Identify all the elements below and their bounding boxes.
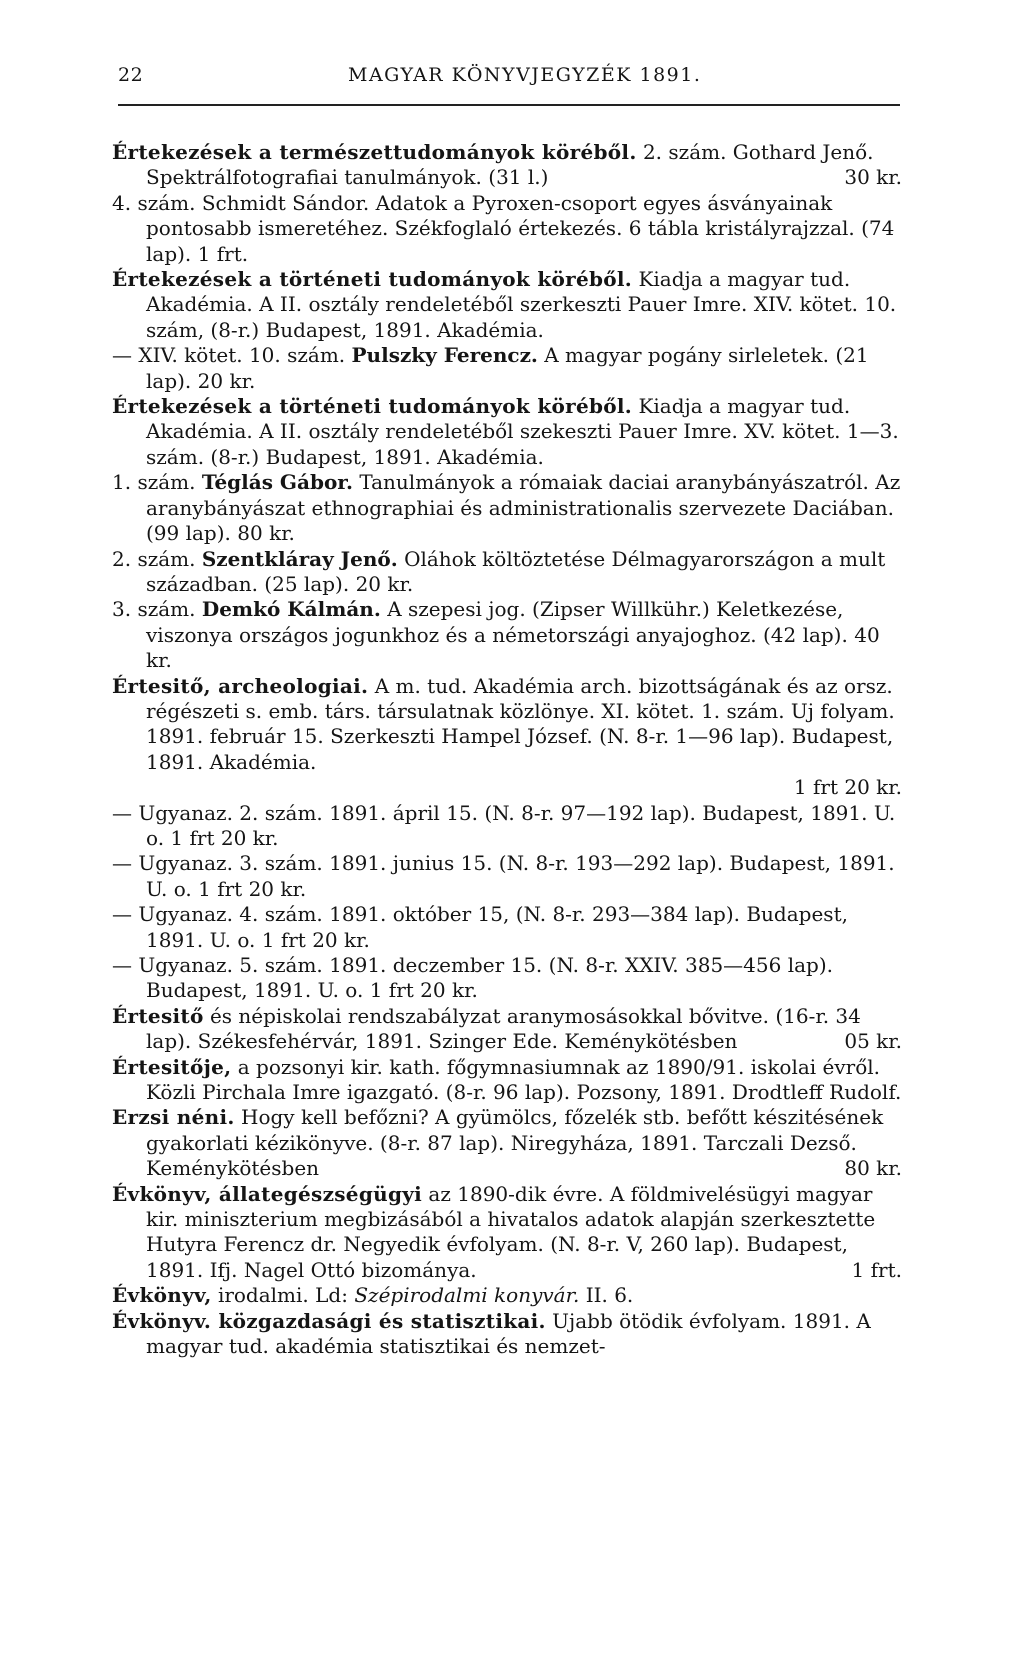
entry-text: 2. szám. Gothard Jenő. Spektrálfotografiai tanulmányok. (31 l.)	[146, 140, 874, 190]
entry-rest: A szepesi jog. (Zipser Willkühr.) Keletkezése, viszonya országos jogunkhoz és a németországi anyajoghoz. (42 lap).	[146, 597, 848, 647]
entry-text: — XIV. kötet. 10. szám.	[112, 343, 346, 368]
bibliography-entry	[112, 1004, 902, 1055]
running-title: MAGYAR KÖNYVJEGYZÉK 1891.	[348, 64, 702, 86]
bibliography-entry	[112, 267, 902, 343]
entry-price: 80 kr.	[844, 1156, 902, 1181]
entry-text: — Ugyanaz. 5. szám. 1891. deczember 15. (N. 8-r. XXIV. 385—456 lap). Budapest, 1891. U. o.	[112, 953, 833, 1003]
bibliography-entry	[112, 674, 902, 776]
bibliography-entry	[112, 1055, 902, 1106]
entry-title: Évkönyv. közgazdasági és statisztikai.	[112, 1308, 546, 1333]
bibliography-entry	[112, 902, 902, 953]
entry-text: 1. szám.	[112, 470, 196, 495]
entry-title: Értekezések a természettudományok köréből.	[112, 140, 637, 164]
entry-text: 4. szám. Schmidt Sándor. Adatok a Pyroxen-csoport egyes ásványainak pontosabb ismeretéhez. Székfoglaló értekezés. 6 tábla kristályrajzzal. (74 lap).	[112, 190, 895, 266]
entry-text: Kiadja a magyar tud. Akadémia. A II. osztály rendeletéből szekeszti Pauer Imre. XV. kötet. 1—3. szám. (8-r.) Budapest, 1891. Akadémia.	[146, 394, 899, 469]
entry-price: 1 frt 20 kr.	[170, 825, 279, 850]
entry-price: 1 frt 20 kr.	[369, 978, 478, 1003]
entry-author: Pulszky Ferencz.	[351, 343, 538, 368]
entry-text: az 1890-dik évre. A földmivelésügyi magyar kir. miniszterium megbizásából a hivatalos adatok alapján szerkesztette Hutyra Ferencz dr. Negyedik évfolyam. (N. 8-r. V, 260 lap). Budapest, 1891. Ifj. Nagel Ottó bizománya.	[146, 1181, 876, 1282]
entry-title: Értekezések a történeti tudományok köréből.	[112, 394, 633, 419]
entry-rest: II. 6.	[585, 1283, 634, 1308]
entry-text: A m. tud. Akadémia arch. bizottságának és az orsz. régészeti s. emb. társ. társulatnak közlönye. XI. kötet. 1. szám. Uj folyam. 1891. február 15. Szerkeszti Hampel József. (N. 8-r. 1—96 lap). Budapest, 1891. Akadémia.	[146, 673, 895, 774]
entry-title: Értesitő, archeologiai.	[112, 673, 369, 698]
entry-title: Évkönyv,	[112, 1283, 212, 1308]
bibliography-entry	[112, 801, 902, 852]
bibliography-list	[112, 140, 902, 1360]
bibliography-entry	[112, 343, 902, 394]
entry-text: 2. szám.	[112, 546, 196, 571]
entry-price: 20 kr.	[197, 368, 256, 393]
entry-text: Ujabb ötödik évfolyam. 1891. A magyar tud. akadémia statisztikai és nemzet-	[146, 1308, 871, 1359]
entry-price: 1 frt 20 kr.	[261, 927, 370, 952]
bibliography-entry	[112, 140, 902, 191]
entry-price: 1 frt.	[851, 1257, 902, 1282]
bibliography-entry	[112, 851, 902, 902]
entry-price: 40 kr.	[146, 622, 880, 673]
bibliography-entry	[112, 394, 902, 470]
entry-price: 1 frt 20 kr.	[793, 775, 902, 800]
entry-title: Erzsi néni.	[112, 1105, 235, 1130]
entry-price: 1 frt.	[197, 241, 249, 266]
entry-title: Értesitője,	[112, 1054, 232, 1079]
entry-text: Kiadja a magyar tud. Akadémia. A II. osztály rendeletéből szerkeszti Pauer Imre. XIV. kötet. 10. szám, (8-r.) Budapest, 1891. Akadémia.	[146, 267, 897, 342]
entry-text: — Ugyanaz. 3. szám. 1891. junius 15. (N. 8-r. 193—292 lap). Budapest, 1891. U. o.	[112, 851, 895, 901]
page-number: 22	[118, 64, 144, 86]
entry-author: Szentkláray Jenő.	[201, 546, 398, 571]
entry-text: 3. szám.	[112, 597, 196, 622]
entry-text: — Ugyanaz. 4. szám. 1891. október 15, (N. 8-r. 293—384 lap). Budapest, 1891. U. o.	[112, 902, 848, 952]
entry-rest: A magyar pogány sirleletek. (21 lap).	[146, 343, 869, 393]
entry-reference: Szépirodalmi konyvár.	[354, 1283, 580, 1308]
entry-author: Demkó Kálmán.	[201, 597, 381, 622]
bibliography-entry	[112, 597, 902, 673]
entry-rest: Tanulmányok a rómaiak daciai aranybányászatról. Az aranybányászat ethnographiai és administrationalis szervezete Daciában. (99 lap).	[146, 470, 901, 546]
bibliography-entry	[112, 470, 902, 546]
entry-price: 05 kr.	[844, 1029, 902, 1054]
entry-price: 1 frt 20 kr.	[198, 876, 307, 901]
entry-text: irodalmi. Ld:	[217, 1283, 348, 1308]
bibliography-entry	[112, 1182, 902, 1284]
entry-price: 80 kr.	[237, 521, 295, 546]
entry-text: és népiskolai rendszabályzat aranymosásokkal bővitve. (16-r. 34 lap). Székesfehérvár, 1891. Szinger Ede. Keménykötésben	[146, 1003, 861, 1054]
bibliography-entry	[112, 191, 902, 267]
entry-text: a pozsonyi kir. kath. főgymnasiumnak az 1890/91. iskolai évről. Közli Pirchala Imre igazgató. (8-r. 96 lap). Pozsony, 1891. Drodtleff Rudolf.	[146, 1054, 902, 1105]
entry-rest: Oláhok költöztetése Délmagyarországon a mult században. (25 lap).	[146, 546, 886, 596]
bibliography-entry	[112, 953, 902, 1004]
entry-title: Értekezések a történeti tudományok köréből.	[112, 267, 633, 292]
bibliography-entry	[112, 1105, 902, 1181]
entry-title: Évkönyv, állategészségügyi	[112, 1181, 423, 1206]
entry-price: 30 kr.	[844, 165, 902, 190]
entry-price: 20 kr.	[355, 571, 414, 596]
bibliography-entry	[112, 1283, 902, 1308]
entry-text: — Ugyanaz. 2. szám. 1891. ápril 15. (N. 8-r. 97—192 lap). Budapest, 1891. U. o.	[112, 800, 896, 850]
bibliography-entry	[112, 547, 902, 598]
bibliography-entry	[112, 1309, 902, 1360]
entry-title: Értesitő	[112, 1003, 204, 1028]
entry-text: Hogy kell befőzni? A gyümölcs, főzelék stb. befőtt készitésének gyakorlati kézikönyve. (8-r. 87 lap). Niregyháza, 1891. Tarczali Dezső. Keménykötésben	[146, 1105, 884, 1181]
header-rule	[118, 104, 900, 106]
entry-author: Téglás Gábor.	[201, 470, 353, 495]
